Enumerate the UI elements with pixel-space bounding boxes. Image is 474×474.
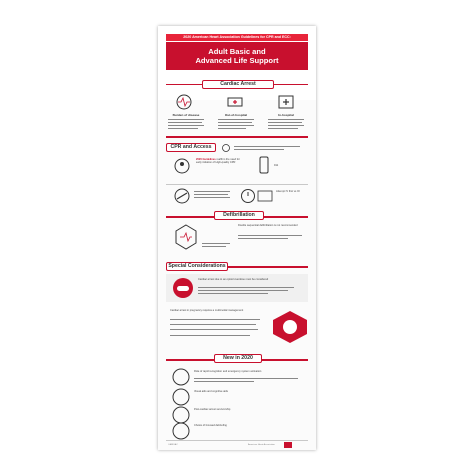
aha-heart-logo: [284, 442, 292, 448]
pregnancy-icon: [272, 310, 308, 344]
defib-text: Double sequential defibrillation is not recommended: [238, 224, 298, 227]
section-title-defibrillation: Defibrillation: [214, 211, 264, 220]
section-title-cpr-access: CPR and Access: [166, 143, 216, 152]
cpr-header-text-lines: [234, 145, 304, 153]
new-item-1-lines: [194, 377, 306, 385]
timer-icon: [240, 188, 274, 204]
chat-icon: [172, 422, 190, 440]
pregnancy-text: Cardiac arrest in pregnancy requires a multimodal management: [170, 309, 244, 312]
cpr-guideline-label: 2020 Guidelines: [196, 158, 216, 161]
new-item-4: Choice of focused debriefing: [194, 424, 227, 427]
footer-org-text: American Heart Association: [248, 444, 275, 446]
phone-icon: [258, 156, 270, 176]
new-item-2: Visual aids and cognitive aids: [194, 390, 228, 393]
brain-icon: [172, 368, 190, 386]
opioid-text: Cardiac arrest due to an opioid overdose must be considered: [198, 278, 269, 281]
opioid-text-lines: [198, 286, 302, 300]
section-title-new-2020: New in 2020: [214, 354, 262, 363]
defibrillator-icon: [174, 223, 198, 251]
infographic-poster: [158, 26, 316, 450]
header-band: [166, 34, 308, 41]
iv-text-lines: [194, 190, 234, 204]
heart-rate-icon: [174, 94, 194, 110]
section-title-cardiac-arrest: Cardiac Arrest: [202, 80, 274, 89]
new-item-3: Post-cardiac arrest survivorship: [194, 408, 231, 411]
timer-label: Attempt IV first vs IO: [276, 190, 300, 193]
section-title-special: Special Considerations: [166, 262, 228, 271]
header-band-text: 2020 American Heart Association Guidelines for CPR and ECC:: [183, 35, 291, 39]
pregnancy-text-lines: [170, 318, 266, 348]
new-item-1: Role of rapid recognition and emergency system activation: [194, 370, 262, 373]
cpr-divider: [166, 184, 308, 185]
defib-sub-text-lines: [202, 242, 232, 254]
cpr-guideline-body: reaffirm the need for early initiation of High-quality CPR: [196, 158, 240, 165]
title-line-1: Adult Basic and: [208, 47, 266, 56]
poster-title: [166, 42, 308, 70]
title-line-2: Advanced Life Support: [195, 56, 279, 65]
cardiac-col2-title: Out-of-hospital: [224, 113, 248, 117]
compression-icon: [220, 144, 232, 152]
footer-divider: [166, 440, 308, 441]
cpr-guideline-text: [196, 158, 246, 164]
cpr-person-icon: [172, 158, 192, 174]
hospital-icon: [276, 94, 296, 110]
iv-icon: [172, 188, 192, 204]
footer-logo-text: CARDIAC: [168, 444, 178, 446]
cardiac-col1-title: Burden of disease: [172, 113, 200, 117]
cardiac-body-text-lines: [166, 118, 308, 138]
ambulance-icon: [226, 94, 246, 110]
document-icon: [172, 388, 190, 406]
cardiac-col3-title: In-hospital: [278, 113, 294, 117]
phone-label: 911: [274, 164, 279, 167]
pill-icon: [172, 277, 194, 299]
defib-text-lines: [238, 234, 306, 246]
